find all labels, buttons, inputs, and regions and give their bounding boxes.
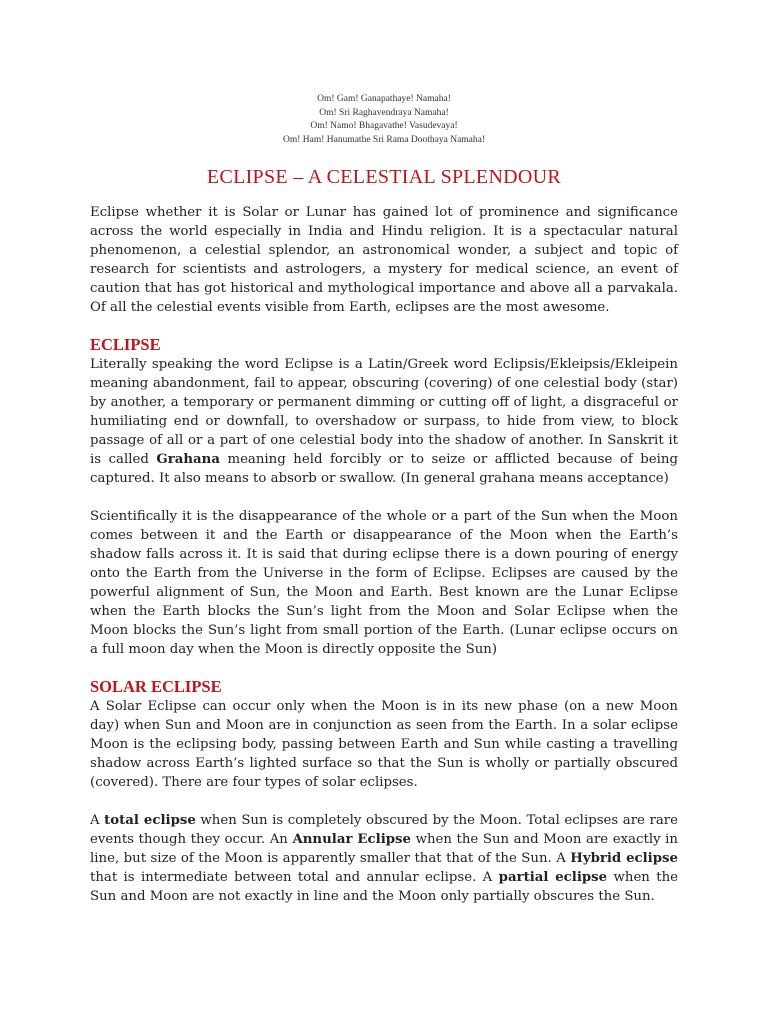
- text-run: when the Sun and Moon are not exactly in line and the Moon only partially obscures the Sun.: [90, 870, 679, 904]
- invocation-block: [90, 93, 678, 147]
- solar-paragraph-2: [90, 811, 678, 906]
- bold-term-annular-eclipse: Annular Eclipse: [292, 832, 411, 847]
- section-heading-solar-eclipse: SOLAR ECLIPSE: [90, 677, 222, 696]
- bold-term-hybrid-eclipse: Hybrid eclipse: [570, 851, 678, 866]
- invocation-line: Om! Namo! Bhagavathe! Vasudevaya!: [310, 121, 458, 131]
- page-title: ECLIPSE – A CELESTIAL SPLENDOUR: [206, 166, 562, 188]
- eclipse-paragraph-2: Scientifically it is the disappearance of the whole or a part of the Sun when the Moon comes between it and the Earth or disappearance of the Moon when the Earth’s shadow falls across it. It is said that during eclipse there is a down pouring of energy onto the Earth from the Universe in the form of Eclipse. Eclipses are caused by the powerful alignment of Sun, the Moon and Earth. Best known are the Lunar Eclipse when the Earth blocks the Sun’s light from the Moon and Solar Eclipse when the Moon blocks the Sun’s light from small portion of the Earth. (Lunar eclipse occurs on a full moon day when the Moon is directly opposite the Sun): [90, 509, 678, 657]
- solar-paragraph-1: A Solar Eclipse can occur only when the Moon is in its new phase (on a new Moon day) when Sun and Moon are in conjunction as seen from the Earth. In a solar eclipse Moon is the eclipsing body, passing between Earth and Sun while casting a travelling shadow across Earth’s lighted surface so that the Sun is wholly or partially obscured (covered). There are four types of solar eclipses.: [90, 699, 678, 790]
- text-run: that is intermediate between total and annular eclipse. A: [90, 870, 499, 885]
- intro-paragraph: Eclipse whether it is Solar or Lunar has gained lot of prominence and significance across the world especially in India and Hindu religion. It is a spectacular natural phenomenon, a celestial splendor, an astronomical wonder, a subject and topic of research for scientists and astrologers, a mystery for medical science, an event of caution that has got historical and mythological importance and above all a parvakala. Of all the celestial events visible from Earth, eclipses are the most awesome.: [90, 205, 678, 315]
- bold-term-total-eclipse: total eclipse: [104, 813, 196, 828]
- eclipse-paragraph-1: [90, 355, 678, 488]
- document-page: [90, 0, 678, 906]
- invocation-line: Om! Gam! Ganapathaye! Namaha!: [317, 94, 451, 104]
- text-run: Literally speaking the word Eclipse is a Latin/Greek word Eclipsis/Ekleipsis/Ekleipein meaning abandonment, fail to appear, obscuring (covering) of one celestial body (star) by another, a temporary or permanent dimming or cutting off of light, a disgraceful or humiliating end or downfall, to overshadow or surpass, to hide from view, to block passage of all or a part of one celestial body into the shadow of another. In Sanskrit it is called: [90, 357, 678, 467]
- text-run: when the Sun and Moon are exactly in line, but size of the Moon is apparently smaller that that of the Sun. A: [90, 832, 678, 866]
- invocation-line: Om! Ham! Hanumathe Sri Rama Doothaya Namaha!: [282, 134, 486, 145]
- text-run: meaning held forcibly or to seize or afflicted because of being captured. It also means to absorb or swallow. (In general grahana means acceptance): [90, 452, 679, 486]
- text-run: when Sun is completely obscured by the Moon. Total eclipses are rare events though they occur. An: [90, 813, 678, 847]
- section-heading-eclipse: ECLIPSE: [90, 335, 161, 354]
- bold-term-grahana: Grahana: [156, 452, 220, 467]
- bold-term-partial-eclipse: partial eclipse: [498, 870, 608, 885]
- text-run: A: [90, 813, 105, 828]
- invocation-line: Om! Sri Raghavendraya Namaha!: [319, 107, 449, 118]
